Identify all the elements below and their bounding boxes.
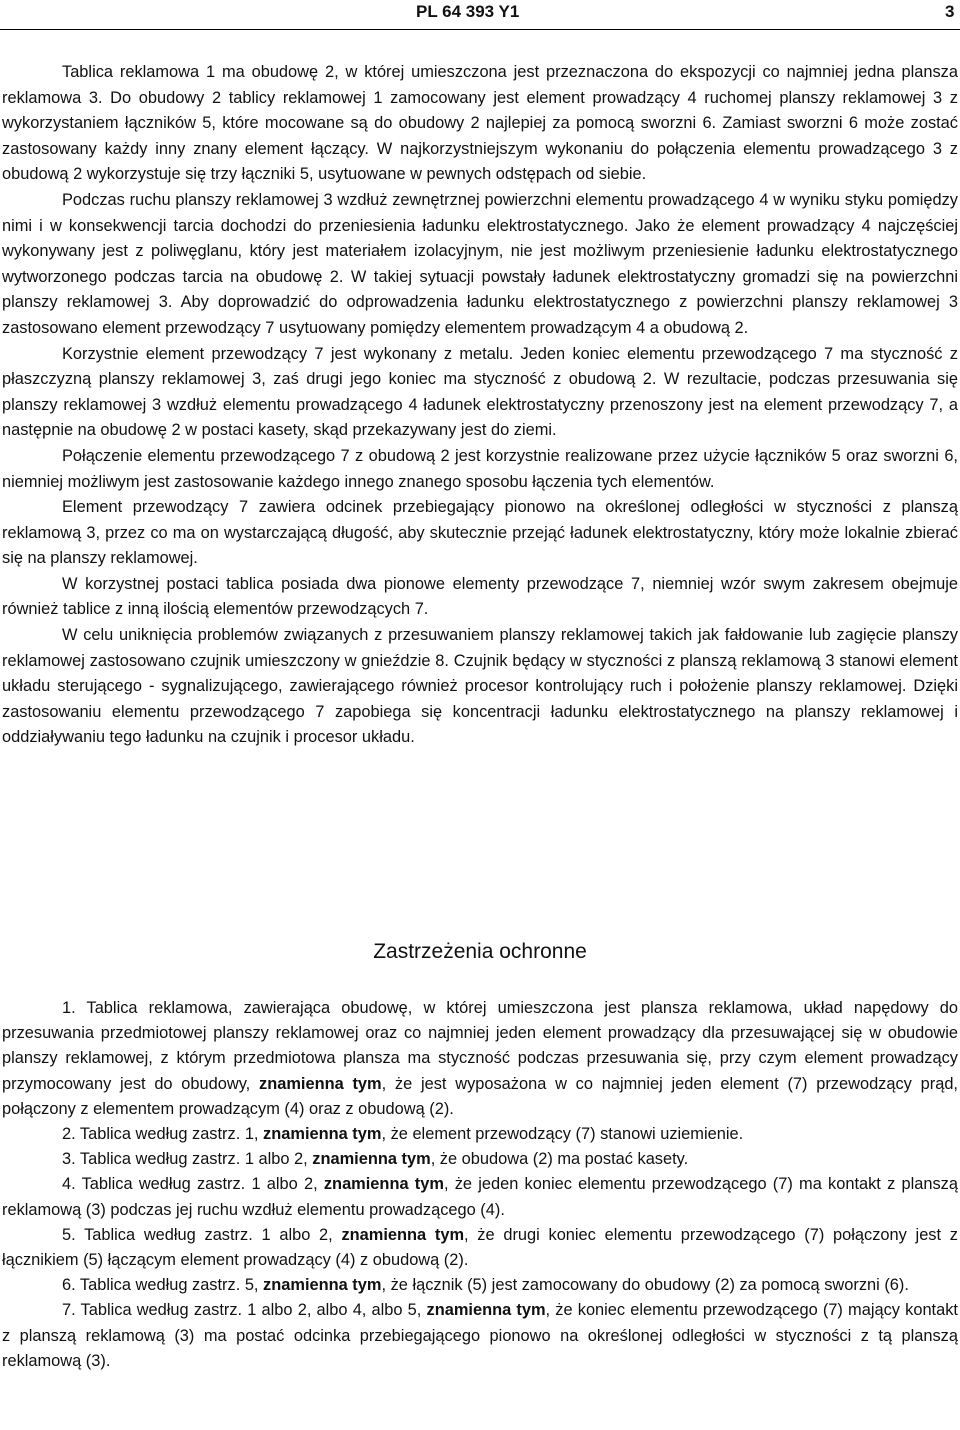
claim-keyword: znamienna tym (426, 1301, 546, 1320)
claim-text: , że drugi koniec elementu przewodzącego (7) połączony jest z łącznikiem (5) łączącym element prowadzący (4) z obudową (2). (2, 1225, 958, 1270)
claim-text: , że jest wyposażona w co najmniej jeden element (7) przewodzący prąd, połączony z elementem prowadzącym (4) oraz z obudową (2). (2, 1074, 958, 1118)
header-divider (0, 29, 960, 30)
paragraph: W korzystnej postaci tablica posiada dwa pionowe elementy przewodzące 7, niemniej wzór swym zakresem obejmuje również tablice z inną ilością elementów przewodzących 7. (2, 574, 958, 619)
claim-text: , że obudowa (2) ma postać kasety. (430, 1150, 689, 1169)
claim-text: 3. Tablica według zastrz. 1 albo 2, (62, 1150, 313, 1169)
description-body (2, 60, 958, 751)
claim-keyword: znamienna tym (259, 1074, 382, 1093)
document-id: PL 64 393 Y1 (416, 2, 520, 21)
paragraph: Korzystnie element przewodzący 7 jest wykonany z metalu. Jeden koniec elementu przewodzącego 7 ma styczność z płaszczyzną planszy reklamowej 3, zaś drugi jego koniec ma styczność z obudową 2. W rezultacie, podczas przesuwania się planszy reklamowej 3 wzdłuż elementu prowadzącego 4 ładunek elektrostatyczny przenoszony jest na element przewodzący 7, a następnie na obudowę 2 w postaci kasety, skąd przekazywany jest do ziemi. (2, 344, 958, 440)
paragraph: Połączenie elementu przewodzącego 7 z obudową 2 jest korzystnie realizowane przez użycie łączników 5 oraz sworzni 6, niemniej możliwym jest zastosowanie każdego innego znanego sposobu łączenia tych elementów. (2, 446, 958, 491)
claim-text: 7. Tablica według zastrz. 1 albo 2, albo 4, albo 5, (62, 1301, 427, 1320)
claim-keyword: znamienna tym (341, 1225, 465, 1244)
claim-text: 6. Tablica według zastrz. 5, (62, 1276, 264, 1295)
claim-keyword: znamienna tym (263, 1276, 382, 1295)
paragraph: W celu uniknięcia problemów związanych z przesuwaniem planszy reklamowej takich jak fałdowanie lub zagięcie planszy reklamowej zastosowano czujnik umieszczony w gnieździe 8. Czujnik będący w styczności z planszą reklamową 3 stanowi element układu sterującego - sygnalizującego, zawierającego również procesor kontrolujący ruch i położenie planszy reklamowej. Dzięki zastosowaniu elementu przewodzącego 7 zapobiega się koncentracji ładunku elektrostatycznego na planszy reklamowej i oddziaływaniu tego ładunku na czujnik i procesor układu. (2, 626, 958, 747)
claim-text: 1. Tablica reklamowa, zawierająca obudowę, w której umieszczona jest plansza reklamowa, układ napędowy do przesuwania przedmiotowej planszy reklamowej oraz co najmniej jeden element prowadzący dla przesuwającej się w obudowie planszy reklamowej, z którym przedmiotowa plansza ma styczność podczas przesuwania się, przy czym element prowadzący przymocowany jest do obudowy, (2, 999, 958, 1093)
claim-text: , że jeden koniec elementu przewodzącego (7) ma kontakt z planszą reklamową (3) podczas jej ruchu wzdłuż elementu prowadzącego (4). (2, 1175, 958, 1219)
claim-text: , że koniec elementu przewodzącego (7) mający kontakt z planszą reklamową (3) ma postać odcinka przebiegającego pionowo na określonej odległości w styczności z tą planszą reklamową (3). (2, 1301, 958, 1370)
page-number: 3 (945, 2, 955, 21)
claim-text: 4. Tablica według zastrz. 1 albo 2, (62, 1175, 324, 1194)
claim-keyword: znamienna tym (312, 1150, 431, 1169)
claim-text: 5. Tablica według zastrz. 1 albo 2, (62, 1225, 342, 1244)
paragraph: Tablica reklamowa 1 ma obudowę 2, w której umieszczona jest przeznaczona do ekspozycji co najmniej jedna plansza reklamowa 3. Do obudowy 2 tablicy reklamowej 1 zamocowany jest element prowadzący 4 ruchomej planszy reklamowej 3 z wykorzystaniem łączników 5, które mocowane są do obudowy 2 najlepiej za pomocą sworzni 6. Zamiast sworzni 6 może zostać zastosowany każdy inny znany element łączący. W najkorzystniejszym wykonaniu do połączenia elementu prowadzącego 3 z obudową 2 wykorzystuje się trzy łączniki 5, usytuowane w pewnych odstępach od siebie. (2, 63, 958, 184)
claim-item (2, 1273, 958, 1298)
claim-item (2, 996, 958, 1122)
claim-item (2, 1122, 958, 1147)
claim-keyword: znamienna tym (323, 1175, 444, 1194)
claim-keyword: znamienna tym (263, 1125, 382, 1144)
claims-heading: Zastrzeżenia ochronne (373, 940, 587, 963)
page-header (0, 0, 960, 24)
claim-text: , że element przewodzący (7) stanowi uziemienie. (381, 1125, 744, 1144)
claim-item (2, 1298, 958, 1374)
claims-list (2, 996, 958, 1374)
claim-text: 2. Tablica według zastrz. 1, (62, 1125, 264, 1144)
paragraph: Element przewodzący 7 zawiera odcinek przebiegający pionowo na określonej odległości w styczności z planszą reklamową 3, przez co ma on wystarczającą długość, aby skutecznie przejąć ładunek elektrostatyczny, który może lokalnie zbierać się na planszy reklamowej. (2, 498, 958, 568)
claim-text: , że łącznik (5) jest zamocowany do obudowy (2) za pomocą sworzni (6). (381, 1276, 909, 1295)
claim-item (2, 1172, 958, 1222)
claim-item (2, 1223, 958, 1273)
paragraph: Podczas ruchu planszy reklamowej 3 wzdłuż zewnętrznej powierzchni elementu prowadzącego 4 w wyniku styku pomiędzy nimi i w konsekwencji tarcia dochodzi do przeniesienia ładunku elektrostatycznego. Jako że element prowadzący 4 najczęściej wykonywany jest z poliwęglanu, który jest materiałem izolacyjnym, nie jest możliwym przeniesienie ładunku elektrostatycznego wytworzonego podczas tarcia na obudowę 2. W takiej sytuacji powstały ładunek elektrostatyczny gromadzi się na powierzchni planszy reklamowej 3. Aby doprowadzić do odprowadzenia ładunku elektrostatycznego z powierzchni planszy reklamowej 3 zastosowano element przewodzący 7 usytuowany pomiędzy elementem prowadzącym 4 a obudową 2. (2, 190, 958, 337)
claim-item (2, 1147, 958, 1172)
